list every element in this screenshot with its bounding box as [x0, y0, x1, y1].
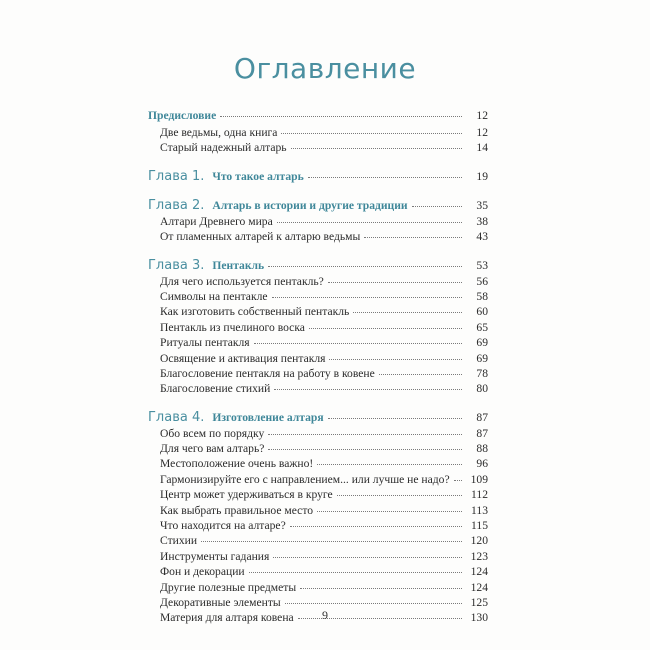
toc-page-number: 56 — [476, 274, 488, 288]
toc-entry — [148, 230, 488, 245]
toc-entry — [148, 321, 488, 336]
chapter-title: Пентакль — [212, 258, 265, 272]
toc-chapter-3 — [148, 258, 488, 275]
toc-page-number: 80 — [476, 382, 488, 396]
dot-leader — [268, 449, 462, 450]
toc-page-number: 58 — [476, 289, 488, 303]
dot-leader — [272, 297, 462, 298]
toc-page-number: 115 — [471, 519, 488, 533]
dot-leader — [328, 282, 462, 283]
toc-entry-title: Декоративные элементы — [160, 595, 281, 609]
dot-leader — [291, 148, 462, 149]
toc-page-number: 87 — [476, 410, 488, 424]
dot-leader — [379, 374, 462, 375]
chapter-title: Алтарь в истории и другие традиции — [212, 198, 408, 212]
chapter-number: Глава 3. — [148, 257, 205, 273]
toc-page-number: 123 — [470, 549, 488, 563]
toc-entry-title: Стихии — [160, 534, 198, 548]
dot-leader — [277, 222, 462, 223]
toc-entry-title: Благословение пентакля на работу в ковене — [160, 366, 375, 380]
toc-page-number: 12 — [476, 126, 488, 139]
toc-entry-title: Как изготовить собственный пентакль — [160, 305, 350, 319]
toc-entry — [148, 457, 488, 472]
toc-page-number: 88 — [476, 442, 488, 456]
toc-page-number: 125 — [470, 595, 488, 609]
dot-leader — [254, 343, 462, 344]
toc-entry — [148, 275, 488, 290]
dot-leader — [285, 603, 462, 604]
toc-entry-title: Предисловие — [148, 109, 217, 122]
page-number-footer: 9 — [322, 608, 328, 622]
dot-leader — [412, 206, 462, 207]
toc-page-number: 96 — [476, 457, 488, 471]
dot-leader — [268, 266, 462, 267]
toc-page-number: 78 — [476, 366, 488, 380]
toc-entry-title: Центр может удерживаться в круге — [160, 488, 333, 502]
toc-entry — [148, 305, 488, 320]
toc-entry — [148, 534, 488, 549]
dot-leader — [364, 237, 462, 238]
dot-leader — [309, 328, 462, 329]
toc-entry-title: Для чего используется пентакль? — [160, 274, 324, 288]
dot-leader — [328, 418, 462, 419]
toc-entry-title: Что находится на алтаре? — [160, 519, 286, 533]
dot-leader — [274, 389, 462, 390]
toc-entry — [148, 336, 488, 351]
toc-page-number: 38 — [476, 214, 488, 228]
toc-entry-title: Обо всем по порядку — [160, 426, 265, 440]
toc-page-number: 43 — [476, 230, 488, 244]
toc-page-number: 35 — [476, 198, 488, 212]
toc-entry-title: Фон и декорации — [160, 565, 245, 579]
dot-leader — [308, 177, 462, 178]
toc-entry-title: Для чего вам алтарь? — [160, 442, 265, 456]
toc-page-number: 14 — [476, 141, 488, 155]
chapter-number: Глава 2. — [148, 197, 205, 213]
dot-leader — [281, 133, 462, 134]
toc-entry-title: Ритуалы пентакля — [160, 336, 250, 350]
toc-entry-title: Благословение стихий — [160, 382, 271, 396]
toc-page-number: 109 — [470, 472, 488, 486]
toc-entry — [148, 442, 488, 457]
toc-entry-title: Пентакль из пчелиного воска — [160, 320, 305, 334]
toc-entry — [148, 565, 488, 580]
toc-page-number: 69 — [476, 351, 488, 365]
toc-entry-title: Другие полезные предметы — [160, 580, 297, 594]
toc-entry — [148, 141, 488, 156]
toc-entry-title: Старый надежный алтарь — [160, 141, 287, 155]
toc-entry — [148, 367, 488, 382]
dot-leader — [273, 557, 462, 558]
toc-page-number: 87 — [476, 426, 488, 440]
toc-chapter-4 — [148, 410, 488, 427]
toc-entry — [148, 215, 488, 230]
page-title: Оглавление — [233, 52, 417, 85]
toc-page-number: 124 — [470, 565, 488, 579]
toc-entry-title: Гармонизируйте его с направлением... или лучше не надо? — [160, 472, 450, 486]
dot-leader — [220, 116, 462, 117]
toc-entry-title: Символы на пентакле — [160, 289, 268, 303]
toc-entry — [148, 473, 488, 488]
toc-page-number: 112 — [471, 488, 488, 502]
toc-entry-title: От пламенных алтарей к алтарю ведьмы — [160, 230, 361, 244]
toc-page-number: 69 — [476, 336, 488, 350]
toc-page-number: 124 — [470, 580, 488, 594]
toc-page-number: 120 — [470, 534, 488, 548]
toc-entry — [148, 581, 488, 596]
toc-entry-preface — [148, 109, 488, 126]
toc-page-number: 12 — [476, 109, 488, 122]
toc-entry-title: Освящение и активация пентакля — [160, 351, 326, 365]
dot-leader — [329, 359, 462, 360]
toc-entry — [148, 352, 488, 367]
table-of-contents — [148, 109, 488, 627]
dot-leader — [290, 526, 462, 527]
toc-entry — [148, 290, 488, 305]
dot-leader — [268, 434, 462, 435]
toc-entry — [148, 427, 488, 442]
toc-page-number: 60 — [476, 305, 488, 319]
dot-leader — [317, 464, 462, 465]
toc-entry-title: Две ведьмы, одна книга — [160, 126, 278, 139]
toc-entry — [148, 488, 488, 503]
toc-entry-title: Алтари Древнего мира — [160, 214, 273, 228]
toc-entry-title: Как выбрать правильное место — [160, 503, 314, 517]
toc-entry — [148, 550, 488, 565]
toc-chapter-2 — [148, 198, 488, 215]
toc-page-number: 113 — [471, 503, 488, 517]
toc-entry-title: Инструменты гадания — [160, 549, 270, 563]
toc-entry — [148, 126, 488, 141]
toc-entry — [148, 504, 488, 519]
toc-page-number: 53 — [476, 258, 488, 272]
toc-entry-title: Материя для алтаря ковена — [160, 611, 294, 625]
toc-entry — [148, 519, 488, 534]
toc-entry — [148, 382, 488, 397]
chapter-title: Что такое алтарь — [212, 169, 304, 183]
toc-chapter-1 — [148, 169, 488, 186]
chapter-title: Изготовление алтаря — [212, 410, 324, 424]
toc-page-number: 65 — [476, 320, 488, 334]
dot-leader — [454, 480, 462, 481]
dot-leader — [353, 312, 462, 313]
chapter-number: Глава 1. — [148, 168, 205, 184]
toc-page-number: 19 — [476, 169, 488, 183]
dot-leader — [201, 541, 462, 542]
toc-entry-title: Местоположение очень важно! — [160, 457, 314, 471]
toc-page-number: 130 — [470, 611, 488, 625]
dot-leader — [249, 572, 462, 573]
dot-leader — [300, 588, 462, 589]
dot-leader — [317, 511, 462, 512]
dot-leader — [337, 495, 462, 496]
chapter-number: Глава 4. — [148, 409, 205, 425]
